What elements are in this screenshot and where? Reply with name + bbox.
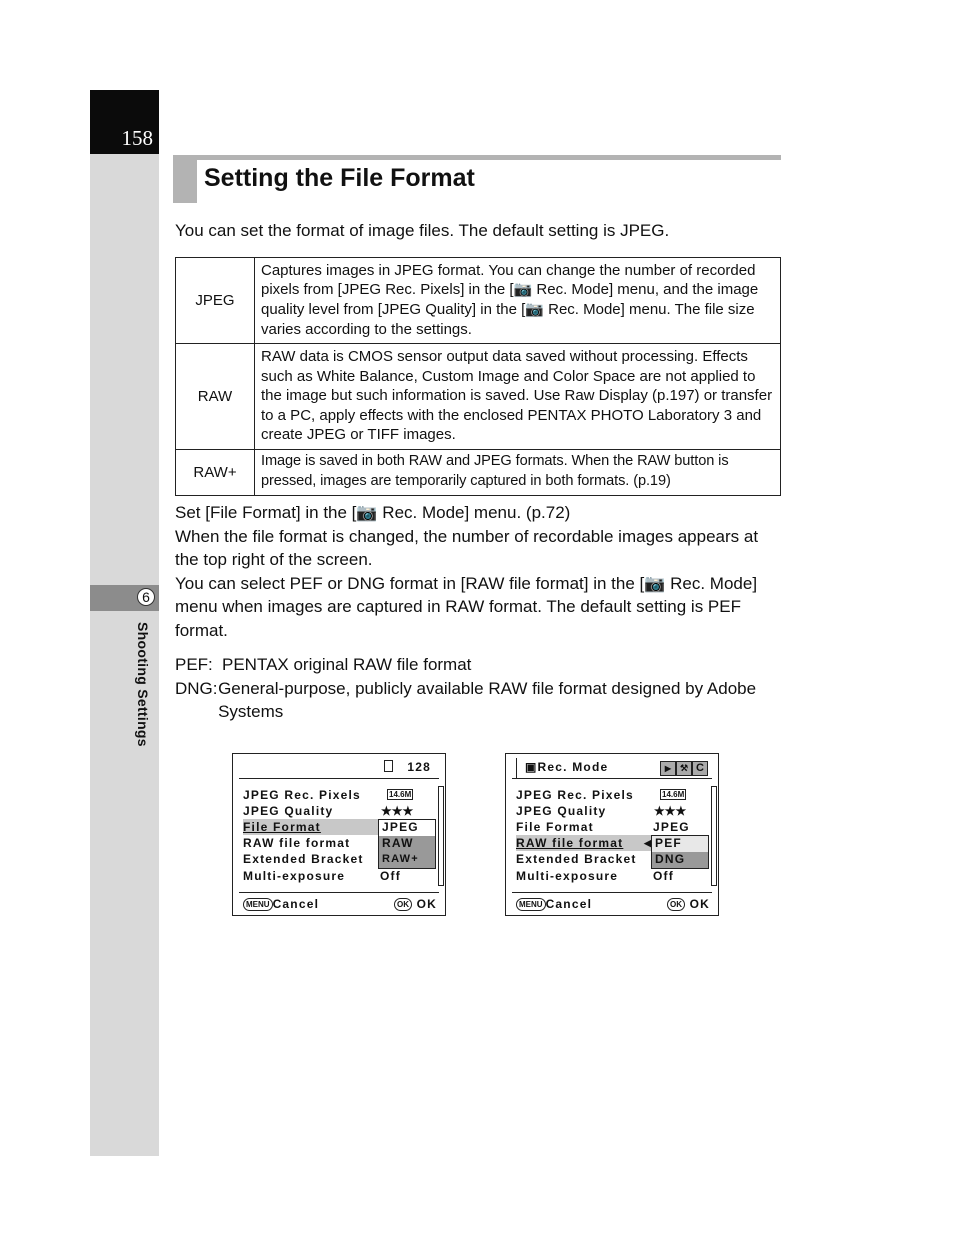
pixels-value: 14.6M [389,790,412,799]
left-arrow-icon: ◀ [644,838,653,848]
definition-term: DNG: [175,678,218,698]
definition-text: General-purpose, publicly available RAW file format designed by Adobe Systems [218,678,757,721]
menu-item: Extended Bracket [516,852,637,866]
menu-item: JPEG Quality [516,804,607,818]
note: When the file format is changed, the number of recordable images appears at the top right of the screen. [175,526,759,569]
screen-footer-rule [239,892,439,893]
format-cell: JPEG [176,258,255,344]
ok-key-icon: OK [667,898,685,911]
format-cell: RAW+ [176,450,255,496]
note: You can select PEF or DNG format in [RAW file format] in the [📷 Rec. Mode] menu when images are captured in RAW format. The default setting is PEF format. [175,573,758,640]
menu-key-icon: MENU [243,898,273,911]
description-cell: RAW data is CMOS sensor output data saved without processing. Effects such as White Balance, Custom Image and Color Space are not applied to the image but such information is saved. Use Raw Display (p.197) or transfer to a PC, apply effects with the enclosed PENTAX PHOTO Laboratory 3 and create JPEG or TIFF images. [255,344,781,450]
definition [175,677,775,724]
cancel-hint: MENU Cancel [243,897,319,911]
definition-text: PENTAX original RAW file format [222,655,472,674]
menu-item-selected: RAW file format [516,835,652,851]
note: Set [File Format] in the [📷 Rec. Mode] menu. (p.72) [175,503,571,522]
description-cell: Captures images in JPEG format. You can change the number of recorded pixels from [JPEG Rec. Pixels] in the [📷 Rec. Mode] menu, and the image quality level from [JPEG Quality] in the [📷 Rec. Mode] menu. The file size varies according to the settings. [255,258,781,344]
table-row [176,344,781,450]
menu-item: JPEG Quality [243,804,334,818]
cancel-hint: MENU Cancel [516,897,592,911]
menu-item: JPEG Rec. Pixels [243,788,361,802]
quality-value: ★★★ [381,804,414,818]
page-number: 158 [121,126,153,150]
menu-item: RAW file format [243,836,351,850]
chapter-number: 6 [137,588,155,606]
intro-text: You can set the format of image files. The default setting is JPEG. [175,221,670,240]
menu-item: JPEG Rec. Pixels [516,788,634,802]
page-title: Setting the File Format [204,164,475,192]
definitions [175,653,775,724]
format-options [378,819,436,869]
ok-hint: OK OK [667,897,710,911]
screen-header [512,758,712,779]
quality-value: ★★★ [654,804,687,818]
remaining-shots: 128 [384,760,431,774]
menu-item: Extended Bracket [243,852,364,866]
option-dng: DNG [652,852,708,868]
description-cell: Image is saved in both RAW and JPEG formats. When the RAW button is pressed, images are temporarily captured in both formats. (p.19) [255,450,781,496]
definition-term: PEF: [175,655,213,674]
card-icon [384,760,393,772]
title-tab [173,155,197,203]
option-jpeg: JPEG [382,820,419,834]
menu-item: Multi-exposure [243,869,346,883]
file-format-table [175,257,781,496]
ok-key-icon: OK [394,898,412,911]
multi-exposure-value: Off [653,869,674,883]
menu-item: Multi-exposure [516,869,619,883]
table-row [176,258,781,344]
menu-key-icon: MENU [516,898,546,911]
option-pef: PEF [652,836,708,852]
rec-mode-tab: ▣Rec. Mode [525,760,609,774]
format-value: JPEG [653,820,690,834]
screen-header [239,758,439,779]
ok-hint: OK OK [394,897,437,911]
title-rule [173,155,781,160]
notes [175,501,775,642]
pixels-value: 14.6M [662,790,685,799]
camera-screen-raw-format [505,753,719,916]
screen-footer-rule [512,892,712,893]
scrollbar[interactable] [438,786,444,886]
wrench-tab-icon: ⚒ [676,761,692,776]
chapter-label: Shooting Settings [135,622,151,747]
table-row [176,450,781,496]
camera-icon: ▣ [525,760,538,774]
menu-tabs [660,760,708,776]
multi-exposure-value: Off [380,869,401,883]
scrollbar[interactable] [711,786,717,886]
raw-format-options [651,835,709,869]
option-raw: RAW [379,836,435,852]
definition [175,653,775,677]
camera-screen-file-format [232,753,446,916]
option-raw-plus: RAW+ [379,852,435,868]
playback-tab-icon: ▶ [660,761,676,776]
custom-tab: C [692,761,708,776]
menu-item-selected: File Format [243,819,379,835]
menu-item: File Format [516,820,594,834]
format-cell: RAW [176,344,255,450]
